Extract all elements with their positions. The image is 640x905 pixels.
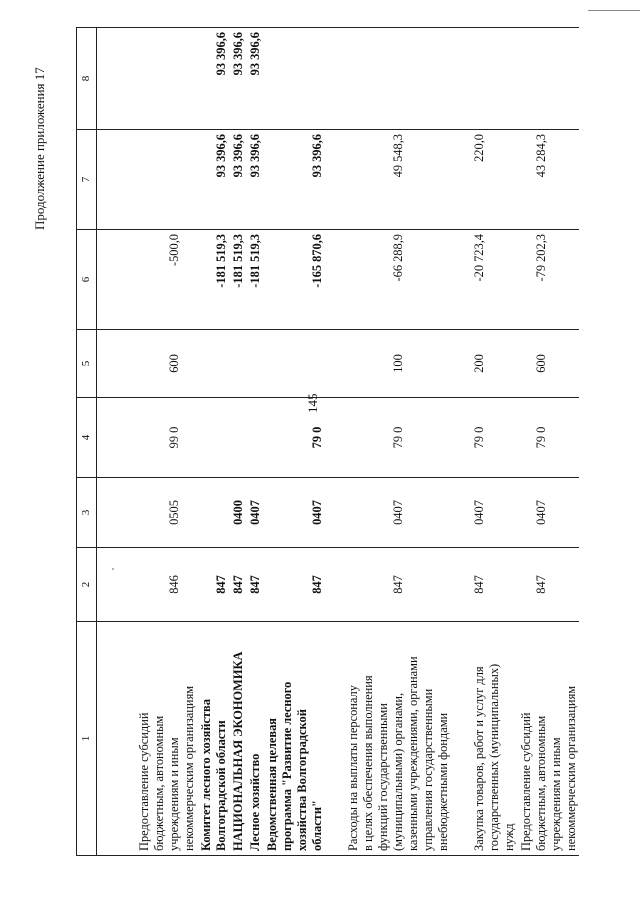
expense-type: 600 xyxy=(167,354,181,373)
row-name-line: Закупка товаров, работ и услуг для xyxy=(472,666,486,851)
row-name-line: управления государственными xyxy=(421,688,435,851)
table-row xyxy=(97,28,198,856)
amount-col-7: 93 396,6 xyxy=(231,134,245,178)
row-name-line: Предоставление субсидий xyxy=(519,712,533,851)
header-col-5: 5 xyxy=(77,330,97,398)
target-article: 79 0 xyxy=(391,426,405,449)
admin-code: 846 xyxy=(167,575,181,594)
table-row xyxy=(325,28,451,856)
amount-col-7: 220,0 xyxy=(472,134,486,162)
amount-col-6: -79 202,3 xyxy=(534,234,548,282)
admin-code: 847 xyxy=(534,575,548,594)
amount-col-6: -500,0 xyxy=(167,234,181,267)
amount-col-8 xyxy=(472,32,487,125)
row-name-line: Лесное хозяйство xyxy=(248,753,262,851)
target-article xyxy=(231,402,246,473)
admin-code: 847 xyxy=(472,575,486,594)
section-code: 0505 xyxy=(167,500,181,525)
expense-type: 200 xyxy=(472,354,486,373)
row-name xyxy=(517,622,579,856)
page-number: 145 xyxy=(305,393,320,413)
admin-code: 847 xyxy=(391,575,405,594)
admin-code: 847 xyxy=(214,575,228,594)
budget-table xyxy=(76,27,579,856)
expense-type: 600 xyxy=(534,354,548,373)
row-name-line: области" xyxy=(310,800,324,851)
row-name-line: Расходы на выплаты персоналу xyxy=(346,685,360,851)
section-code: 0400 xyxy=(231,500,245,525)
table-row xyxy=(451,28,517,856)
row-name-line: в целях обеспечения выполнения xyxy=(361,675,375,851)
row-name-line: учреждениям и иным xyxy=(167,737,181,851)
row-name-line: бюджетным, автономным xyxy=(534,715,548,851)
section-code: 0407 xyxy=(472,500,486,525)
amount-col-7: 93 396,6 xyxy=(214,134,228,178)
row-name-line: некоммерческим организациям xyxy=(564,685,578,851)
amount-col-8 xyxy=(310,32,325,125)
admin-code: 847 xyxy=(231,575,245,594)
row-name-line: Комитет лесного хозяйства xyxy=(199,699,213,851)
table-row xyxy=(263,28,325,856)
row-name xyxy=(229,622,246,856)
row-name-line: казенными учреждениями, органами xyxy=(406,656,420,851)
amount-col-6: -165 870,6 xyxy=(310,234,324,288)
target-article xyxy=(248,402,263,473)
row-name-line: хозяйства Волгоградской xyxy=(295,709,309,851)
row-name xyxy=(325,622,451,856)
header-col-4: 4 xyxy=(77,398,97,478)
row-name xyxy=(197,622,229,856)
section-code: 0407 xyxy=(534,500,548,525)
row-name-line: некоммерческим организациям xyxy=(182,685,196,851)
table-row xyxy=(517,28,579,856)
row-name-line: внебюджетными фондами xyxy=(436,712,450,851)
amount-col-6: -66 288,9 xyxy=(391,234,405,282)
amount-col-7: 93 396,6 xyxy=(310,134,324,178)
amount-col-6: -20 723,4 xyxy=(472,234,486,282)
amount-col-8 xyxy=(391,32,406,125)
header-col-6: 6 xyxy=(77,230,97,330)
section-code: 0407 xyxy=(310,500,324,525)
target-article: 79 0 xyxy=(534,426,548,449)
expense-type xyxy=(310,334,325,393)
target-article: 79 0 xyxy=(310,426,324,449)
header-col-1: 1 xyxy=(77,622,97,856)
row-name-line: Ведомственная целевая xyxy=(265,718,279,851)
target-article: 79 0 xyxy=(472,426,486,449)
header-col-2: 2 xyxy=(77,548,97,622)
amount-col-7: 93 396,6 xyxy=(248,134,262,178)
amount-col-7: 43 284,3 xyxy=(534,134,548,178)
row-name xyxy=(97,622,198,856)
target-article xyxy=(214,402,229,473)
amount-col-6: -181 519,3 xyxy=(248,234,262,288)
expense-type: 100 xyxy=(391,354,405,373)
row-name-line: программа "Развитие лесного xyxy=(280,681,294,851)
row-name-line: бюджетным, автономным xyxy=(152,715,166,851)
amount-col-7: 49 548,3 xyxy=(391,134,405,178)
amount-col-6: -181 519,3 xyxy=(231,234,245,288)
table-row xyxy=(229,28,246,856)
amount-col-8: 93 396,6 xyxy=(248,32,262,76)
row-name xyxy=(451,622,517,856)
row-name-line: функций государственными xyxy=(376,703,390,851)
row-name-line: НАЦИОНАЛЬНАЯ ЭКОНОМИКА xyxy=(231,651,245,851)
expense-type xyxy=(248,334,263,393)
header-col-7: 7 xyxy=(77,130,97,230)
row-name-line: Предоставление субсидий xyxy=(137,712,151,851)
section-code xyxy=(214,482,229,543)
header-col-8: 8 xyxy=(77,28,97,130)
row-name-line: (муниципальными) органами, xyxy=(391,692,405,851)
appendix-continuation-title: Продолжение приложения 17 xyxy=(32,67,47,230)
amount-col-8: 93 396,6 xyxy=(214,32,228,76)
amount-col-7 xyxy=(137,134,152,225)
expense-type xyxy=(231,334,246,393)
amount-col-8: 93 396,6 xyxy=(231,32,245,76)
section-code: 0407 xyxy=(248,500,262,525)
table-row xyxy=(197,28,229,856)
expense-type xyxy=(214,334,229,393)
target-article: 99 0 xyxy=(167,426,181,449)
top-edge-rule xyxy=(588,10,640,11)
header-col-3: 3 xyxy=(77,478,97,548)
row-name xyxy=(263,622,325,856)
row-name-line: нужд xyxy=(502,823,516,851)
row-name-line: Волгоградской области xyxy=(214,720,228,851)
admin-code: 847 xyxy=(310,575,324,594)
amount-col-6: -181 519,3 xyxy=(214,234,228,288)
table-row xyxy=(246,28,263,856)
row-name-line: учреждениям и иным xyxy=(549,737,563,851)
admin-code: 847 xyxy=(248,575,262,594)
amount-col-8 xyxy=(534,32,549,125)
amount-col-8 xyxy=(137,32,152,125)
row-name-line: государственных (муниципальных) xyxy=(487,663,501,851)
row-name xyxy=(246,622,263,856)
table-header-row xyxy=(77,28,97,856)
section-code: 0407 xyxy=(391,500,405,525)
rotated-table-container xyxy=(76,28,637,856)
